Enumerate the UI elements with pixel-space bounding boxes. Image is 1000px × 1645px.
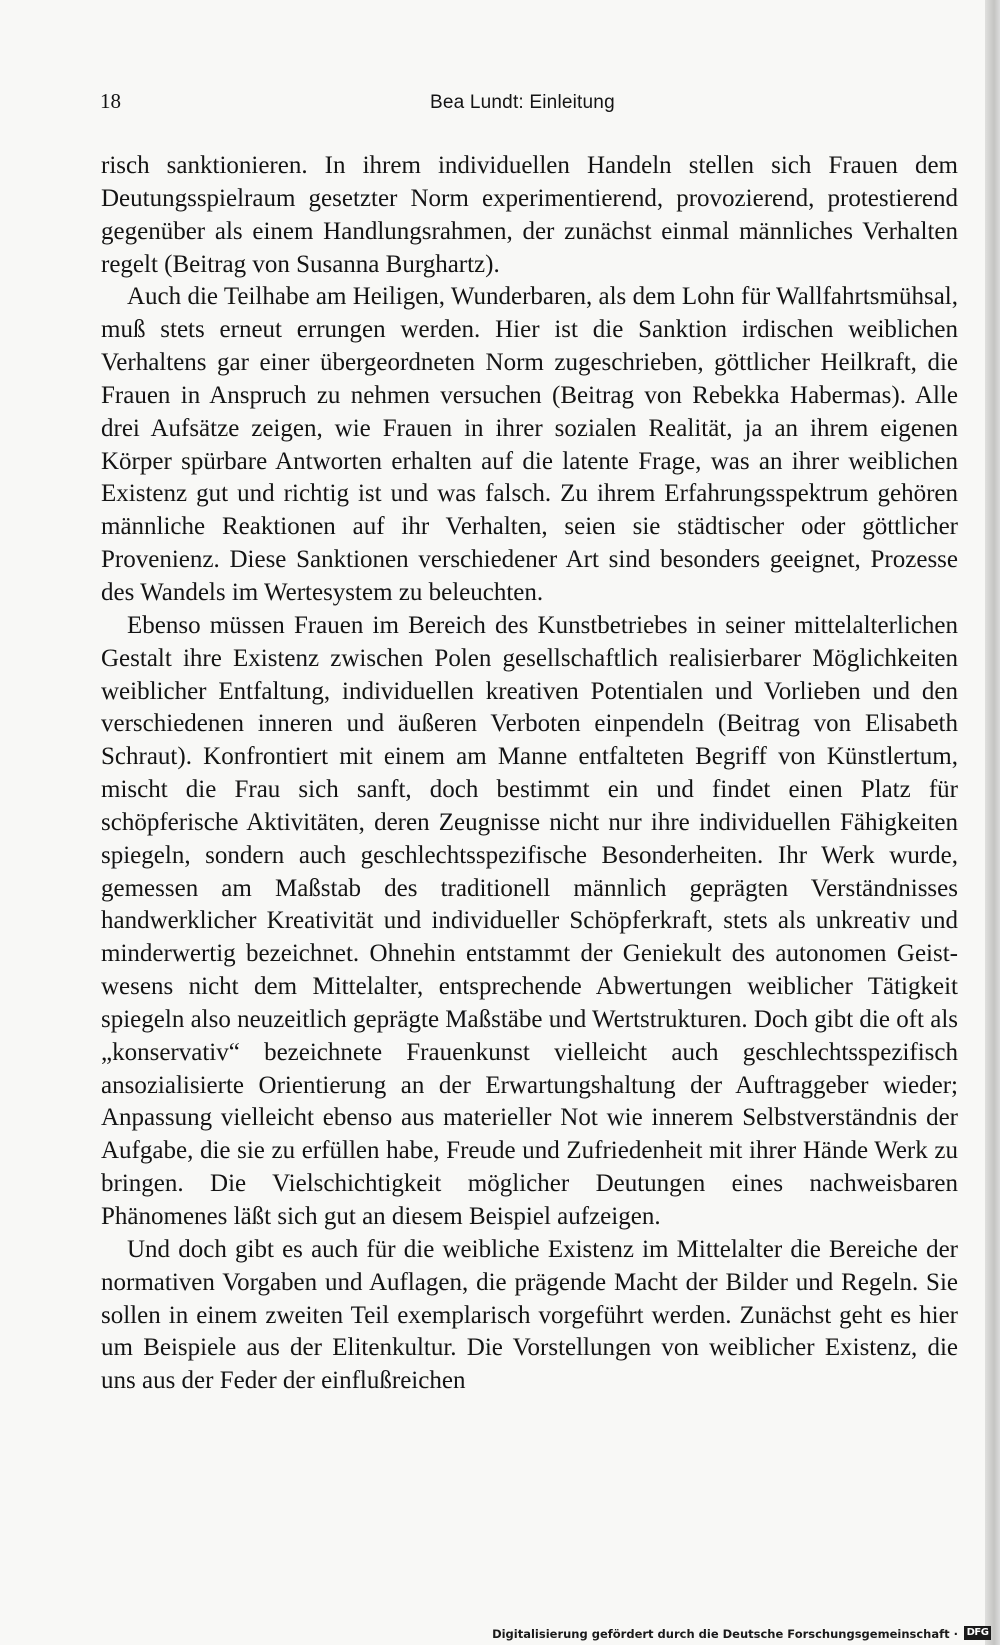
paragraph: Ebenso müssen Frauen im Bereich des Kunstbetriebes in seiner mittelalterlichen Gestalt ihre Existenz zwischen Polen gesellschaftlich realisierbarer Möglichkeiten weiblicher Entfaltung, individuellen kreativen Potentialen und Vorlieben und den verschiedenen inneren und äußeren Verboten einpendeln (Beitrag von Elisabeth Schraut). Konfrontiert mit einem am Manne entfalteten Begriff von Künstlertum, mischt die Frau sich sanft, doch bestimmt ein und findet einen Platz für schöpferische Aktivitäten, deren Zeugnisse nicht nur ihre individuellen Fähigkeiten spiegeln, sondern auch geschlechtsspezifische Besonderheiten. Ihr Werk wurde, gemessen am Maßstab des traditionell männlich geprägten Verständnisses handwerklicher Kreativität und individueller Schöpferkraft, stets als unkreativ und minderwertig bezeichnet. Ohnehin entstammt der Geniekult des autonomen Geistwesens nicht dem Mittelalter, entsprechende Abwertungen weiblicher Tätigkeit spiegeln also neuzeitlich geprägte Maßstäbe und Wertstrukturen. Doch gibt die oft als „konservativ“ bezeichnete Frauenkunst vielleicht auch geschlechtsspezifisch ansozialisierte Orientierung an der Erwartungshaltung der Auftraggeber wieder; Anpassung vielleicht ebenso aus materieller Not wie innerem Selbstverständnis der Aufgabe, die sie zu erfüllen habe, Freude und Zufriedenheit mit ihrer Hände Werk zu bringen. Die Vielschichtigkeit möglicher Deutungen eines nachweisbaren Phänomenes läßt sich gut an diesem Beispiel aufzeigen. xyxy=(101,611,959,1230)
page-edge-shadow xyxy=(985,0,1000,1645)
paragraph: Auch die Teilhabe am Heiligen, Wunderbaren, als dem Lohn für Wallfahrtsmühsal, muß stets erneut errungen werden. Hier ist die Sanktion irdischen weiblichen Verhaltens gar einer übergeordneten Norm zugeschrieben, göttlicher Heilkraft, die Frauen in Anspruch zu nehmen versuchen (Beitrag von Rebekka Habermas). Alle drei Aufsätze zeigen, wie Frauen in ihrer sozialen Realität, ja an ihrem eigenen Körper spürbare Antworten erhalten auf die latente Frage, was an ihrer weiblichen Existenz gut und richtig ist und was falsch. Zu ihrem Erfahrungsspektrum gehören männliche Reaktionen auf ihr Verhalten, seien sie städtischer oder göttlicher Provenienz. Diese Sanktionen verschiedener Art sind besonders geeignet, Prozesse des Wandels im Wertesystem zu beleuchten. xyxy=(101,283,958,606)
paragraph: risch sanktionieren. In ihrem individuellen Handeln stellen sich Frauen dem Deutungsspielraum gesetzter Norm experimentierend, provozierend, protestierend gegenüber als einem Handlungsrahmen, der zunächst einmal männliches Verhalten regelt (Beitrag von Susanna Burghartz). xyxy=(101,152,958,278)
page-number: 18 xyxy=(100,89,121,113)
paragraph: Und doch gibt es auch für die weibliche Existenz im Mittelalter die Bereiche der normativen Vorgaben und Auflagen, die prägende Macht der Bilder und Regeln. Sie sollen in einem zweiten Teil exemplarisch vorgeführt werden. Zunächst geht es hier um Beispiele aus der Elitenkultur. Die Vorstellungen von weiblicher Existenz, die uns aus der Feder der einflußreichen xyxy=(101,1235,958,1395)
body-text xyxy=(101,150,958,1398)
running-head: Bea Lundt: Einleitung xyxy=(430,92,615,113)
digitization-credit: Digitalisierung gefördert durch die Deutsche Forschungsgemeinschaft · xyxy=(492,1627,958,1641)
page-header xyxy=(100,87,960,121)
dfg-logo: DFG xyxy=(964,1626,991,1640)
